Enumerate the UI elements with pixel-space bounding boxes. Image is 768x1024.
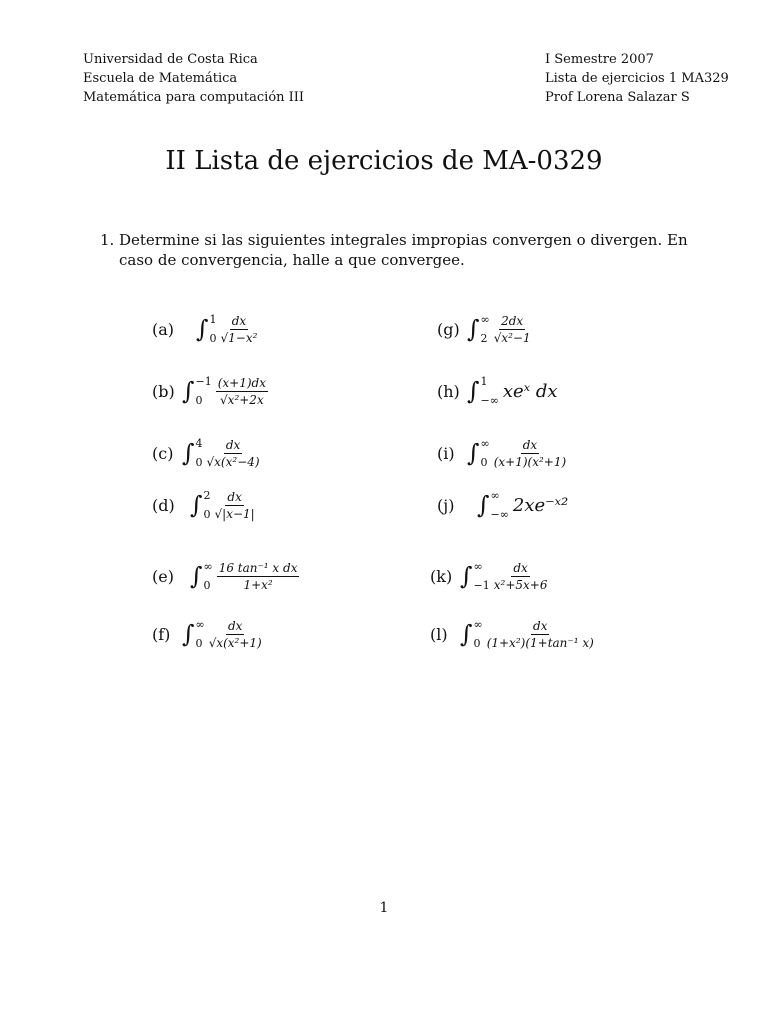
exercise-label: (e) (152, 566, 174, 586)
denominator: √|x−1| (214, 506, 255, 521)
exercise-l (430, 618, 594, 650)
integral-sign-icon: ∫ ∞ 0 (460, 618, 483, 650)
lower-limit: 0 (473, 637, 481, 650)
numerator: 16 tan⁻¹ x dx (218, 560, 298, 575)
integral-sign-icon: ∫ 4 0 (182, 437, 203, 469)
exercise-label: (l) (430, 624, 448, 644)
exercise-c (152, 437, 260, 469)
header-left (83, 50, 304, 107)
lower-limit: 0 (195, 456, 203, 469)
lower-limit: −1 (473, 579, 490, 592)
page-title: II Lista de ejercicios de MA-0329 (165, 146, 603, 176)
school-name: Escuela de Matemática (83, 71, 238, 86)
exercise-label: (f) (152, 624, 171, 644)
numerator: dx (231, 313, 247, 328)
denominator: x²+5x+6 (493, 577, 548, 592)
exercise-label: (k) (430, 566, 453, 586)
upper-limit: ∞ (195, 618, 205, 631)
denominator: √x(x²−4) (206, 454, 260, 469)
numerator: dx (513, 560, 528, 575)
page-number: 1 (379, 900, 389, 916)
lower-limit: 0 (195, 394, 203, 407)
lower-limit: 0 (480, 456, 488, 469)
problem-statement (100, 230, 700, 270)
lower-limit: 2 (480, 332, 488, 345)
upper-limit: ∞ (473, 618, 483, 631)
university-name: Universidad de Costa Rica (83, 52, 258, 67)
exercise-i (437, 437, 566, 469)
denominator: √x²−1 (493, 330, 531, 345)
integral-sign-icon: ∫ 1 0 (196, 313, 217, 345)
exercise-label: (j) (437, 495, 455, 515)
problem-number: 1. (100, 231, 115, 249)
upper-limit: 1 (209, 313, 217, 326)
list-name: Lista de ejercicios 1 MA329 (545, 71, 729, 86)
integral-sign-icon: ∫ ∞ −1 (460, 560, 490, 592)
exercise-j (437, 489, 568, 521)
exercise-d (152, 489, 255, 521)
professor: Prof Lorena Salazar S (545, 90, 690, 105)
lower-limit: 0 (195, 637, 203, 650)
denominator: √1−x² (220, 330, 258, 345)
integral-sign-icon: ∫ 1 −∞ (467, 375, 499, 407)
integral-sign-icon: ∫ ∞ 2 (467, 313, 490, 345)
numerator: dx (225, 437, 241, 452)
exercise-h (437, 375, 558, 407)
upper-limit: −1 (195, 375, 212, 388)
numerator: dx (522, 437, 538, 452)
upper-limit: ∞ (490, 489, 500, 502)
exercise-label: (b) (152, 381, 175, 401)
exercise-label: (g) (437, 319, 460, 339)
problem-text-line-2: caso de convergencia, halle a que convergee. (119, 251, 465, 269)
upper-limit: 4 (195, 437, 203, 450)
integrand: xeˣ dx (502, 380, 558, 402)
numerator: dx (533, 618, 548, 633)
numerator: 2dx (501, 313, 524, 328)
exercise-k (430, 560, 547, 592)
denominator: √x²+2x (220, 392, 264, 407)
lower-limit: 0 (209, 332, 217, 345)
header-right (545, 50, 729, 107)
integrand: 2xe⁻ˣ² (512, 494, 569, 516)
exercise-label: (d) (152, 495, 175, 515)
integral-sign-icon: ∫ ∞ 0 (190, 560, 213, 592)
exercise-label: (i) (437, 443, 455, 463)
exercise-e (152, 560, 299, 592)
numerator: dx (227, 618, 243, 633)
exercise-g (437, 313, 531, 345)
exercise-label: (h) (437, 381, 460, 401)
integral-sign-icon: ∫ −1 0 (182, 375, 212, 407)
upper-limit: ∞ (203, 560, 213, 573)
lower-limit: −∞ (480, 394, 499, 407)
exercise-f (152, 618, 262, 650)
upper-limit: 1 (480, 375, 488, 388)
denominator: (1+x²)(1+tan⁻¹ x) (486, 635, 594, 650)
exercise-a (152, 313, 257, 345)
numerator: (x+1)dx (217, 375, 267, 390)
integral-sign-icon: ∫ ∞ 0 (182, 618, 205, 650)
integral-sign-icon: ∫ ∞ 0 (467, 437, 490, 469)
denominator: 1+x² (243, 577, 273, 592)
semester: I Semestre 2007 (545, 52, 654, 67)
numerator: dx (227, 489, 242, 504)
integral-sign-icon: ∫ ∞ −∞ (477, 489, 509, 521)
denominator: (x+1)(x²+1) (493, 454, 567, 469)
problem-text-line-1: Determine si las siguientes integrales impropias convergen o divergen. En (119, 231, 688, 249)
upper-limit: ∞ (480, 437, 490, 450)
exercise-label: (c) (152, 443, 174, 463)
course-name: Matemática para computación III (83, 90, 305, 105)
upper-limit: ∞ (480, 313, 490, 326)
denominator: √x(x²+1) (208, 635, 262, 650)
exercise-label: (a) (152, 319, 175, 339)
upper-limit: 2 (203, 489, 211, 502)
lower-limit: 0 (203, 579, 211, 592)
lower-limit: −∞ (490, 508, 509, 521)
exercise-b (152, 375, 268, 407)
integral-sign-icon: ∫ 2 0 (190, 489, 211, 521)
upper-limit: ∞ (473, 560, 483, 573)
lower-limit: 0 (203, 508, 211, 521)
